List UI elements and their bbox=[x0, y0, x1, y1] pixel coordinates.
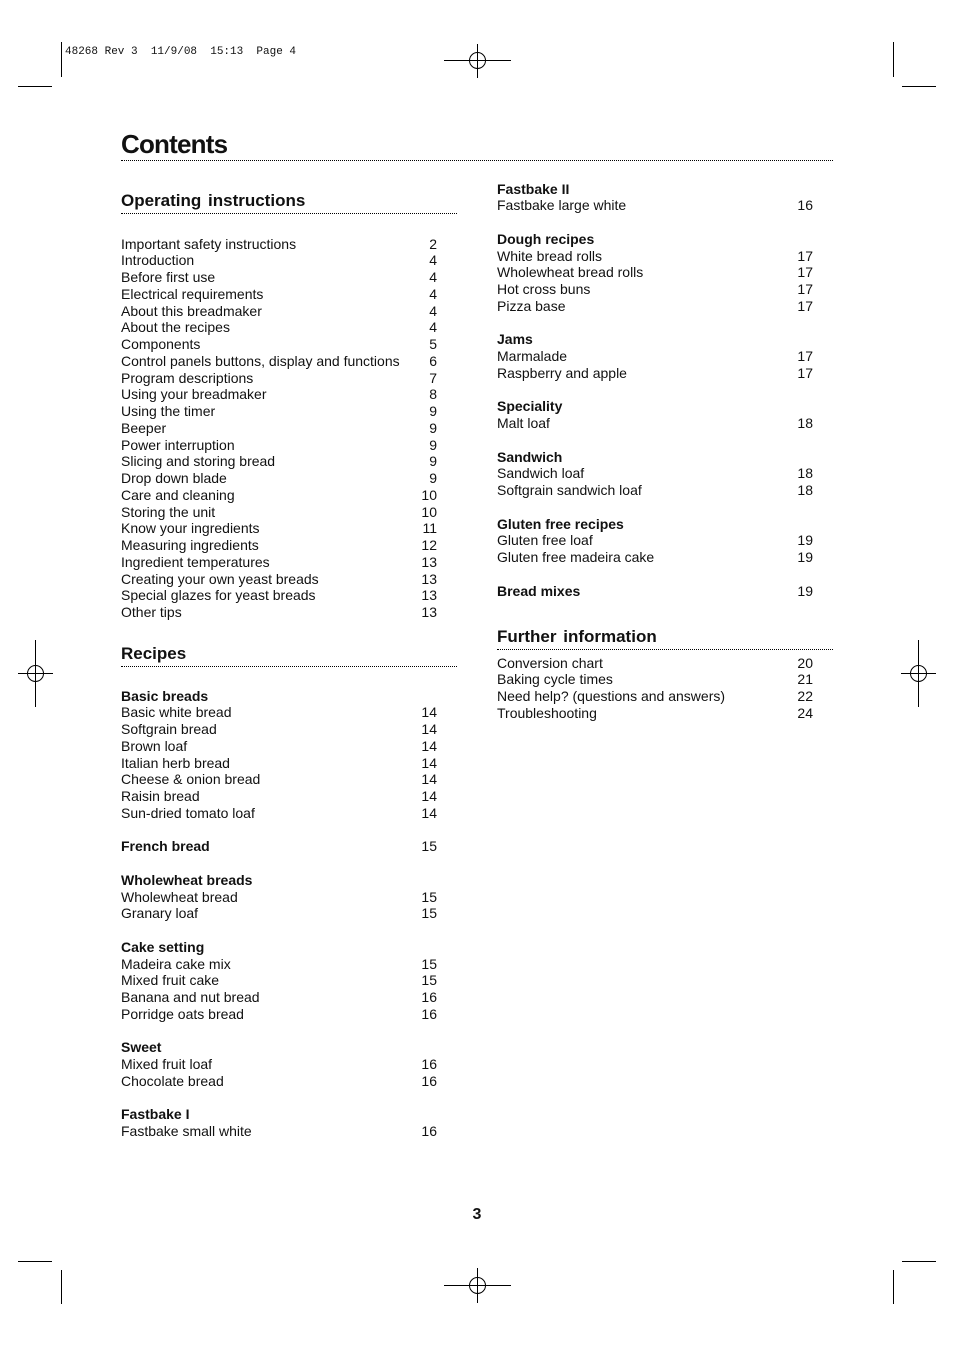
toc-entry bbox=[121, 520, 457, 537]
toc-entry-page-number: 13 bbox=[421, 587, 437, 604]
toc-entry-label: Porridge oats bread bbox=[121, 1005, 244, 1022]
toc-entry-label: Troubleshooting bbox=[497, 704, 597, 721]
toc-entry-label: Cheese & onion bread bbox=[121, 771, 261, 788]
recipe-group-title-label: Speciality bbox=[497, 398, 563, 415]
recipe-group-title-label: French bread bbox=[121, 838, 210, 855]
recipe-group-title bbox=[121, 688, 457, 705]
toc-entry bbox=[121, 755, 457, 772]
toc-entry bbox=[121, 704, 457, 721]
toc-entry bbox=[121, 487, 457, 504]
toc-entry-label: Softgrain sandwich loaf bbox=[497, 482, 642, 499]
toc-entry bbox=[121, 470, 457, 487]
recipe-group-title bbox=[497, 516, 833, 533]
toc-entry bbox=[121, 437, 457, 454]
toc-entry-page-number: 7 bbox=[429, 369, 437, 386]
toc-entry bbox=[121, 269, 457, 286]
toc-entry-label: Malt loaf bbox=[497, 415, 550, 432]
page-number: 3 bbox=[472, 1206, 482, 1223]
print-slug: 48268 Rev 3 11/9/08 15:13 Page 4 bbox=[65, 46, 297, 58]
recipe-group-title-label: Dough recipes bbox=[497, 230, 595, 247]
recipe-group-title bbox=[497, 449, 833, 466]
registration-mark-bottom bbox=[444, 1268, 511, 1303]
toc-entry-label: Drop down blade bbox=[121, 470, 227, 487]
recipe-group-title bbox=[497, 583, 833, 600]
toc-entry bbox=[121, 604, 457, 621]
toc-entry-page-number: 15 bbox=[421, 955, 437, 972]
toc-entry-label: Chocolate bread bbox=[121, 1072, 224, 1089]
section-heading-operating-instructions: Operating instructions bbox=[121, 189, 457, 214]
toc-entry bbox=[121, 788, 457, 805]
toc-entry-page-number: 19 bbox=[797, 549, 813, 566]
toc-entry-label: Marmalade bbox=[497, 348, 568, 365]
toc-entry-label: Basic white bread bbox=[121, 704, 232, 721]
toc-entry bbox=[497, 655, 833, 672]
toc-entry bbox=[497, 248, 833, 265]
toc-entry-page-number: 17 bbox=[797, 364, 813, 381]
toc-entry-page-number: 2 bbox=[429, 235, 437, 252]
toc-entry bbox=[121, 453, 457, 470]
toc-entry bbox=[121, 721, 457, 738]
toc-entry-page-number: 21 bbox=[797, 671, 813, 688]
toc-entry bbox=[121, 1073, 457, 1090]
toc-entry-label: Using your breadmaker bbox=[121, 386, 267, 403]
toc-entry bbox=[121, 420, 457, 437]
toc-entry-label: Sun-dried tomato loaf bbox=[121, 804, 255, 821]
toc-entry-page-number: 13 bbox=[421, 570, 437, 587]
toc-entry-label: Slicing and storing bread bbox=[121, 453, 276, 470]
toc-entry-page-number: 15 bbox=[421, 972, 437, 989]
toc-entry bbox=[121, 370, 457, 387]
toc-entry-label: Sandwich loaf bbox=[497, 465, 585, 482]
recipe-group bbox=[497, 516, 833, 566]
toc-entry bbox=[497, 671, 833, 688]
toc-entry-page-number: 17 bbox=[797, 297, 813, 314]
toc-entry-label: Need help? (questions and answers) bbox=[497, 688, 726, 705]
crop-mark-top-right bbox=[894, 42, 937, 87]
operating-instructions-list bbox=[121, 236, 457, 621]
toc-entry-label: Other tips bbox=[121, 604, 182, 621]
toc-entry-page-number: 14 bbox=[421, 754, 437, 771]
toc-entry-page-number: 18 bbox=[797, 415, 813, 432]
toc-entry-page-number: 6 bbox=[429, 352, 437, 369]
toc-entry-page-number: 9 bbox=[429, 403, 437, 420]
toc-entry-page-number: 18 bbox=[797, 465, 813, 482]
toc-entry-page-number: 15 bbox=[421, 905, 437, 922]
section-heading-recipes: Recipes bbox=[121, 642, 457, 667]
toc-entry bbox=[497, 264, 833, 281]
toc-entry-page-number: 16 bbox=[421, 1056, 437, 1073]
recipe-group-title bbox=[497, 398, 833, 415]
toc-entry-page-number: 17 bbox=[797, 348, 813, 365]
toc-entry-page-number: 5 bbox=[429, 336, 437, 353]
toc-entry bbox=[121, 771, 457, 788]
toc-entry-label: Using the timer bbox=[121, 403, 216, 420]
toc-entry bbox=[497, 281, 833, 298]
toc-entry-label: Special glazes for yeast breads bbox=[121, 587, 316, 604]
recipes-list bbox=[121, 688, 457, 1140]
recipe-group-title-label: Sweet bbox=[121, 1039, 162, 1056]
recipe-group-title-label: Wholewheat breads bbox=[121, 871, 253, 888]
recipe-group-title bbox=[121, 872, 457, 889]
toc-entry-label: Power interruption bbox=[121, 436, 235, 453]
toc-entry-label: Granary loaf bbox=[121, 905, 199, 922]
toc-entry-page-number: 24 bbox=[797, 704, 813, 721]
toc-entry-page-number: 9 bbox=[429, 453, 437, 470]
recipe-group-title-label: Fastbake I bbox=[121, 1106, 190, 1123]
toc-entry bbox=[121, 587, 457, 604]
toc-entry-label: Gluten free madeira cake bbox=[497, 549, 655, 566]
toc-entry bbox=[497, 197, 833, 214]
toc-entry bbox=[497, 365, 833, 382]
toc-entry bbox=[497, 482, 833, 499]
toc-entry-label: Softgrain bread bbox=[121, 721, 217, 738]
recipe-group-title bbox=[121, 1039, 457, 1056]
toc-entry bbox=[121, 571, 457, 588]
toc-entry-page-number: 14 bbox=[421, 704, 437, 721]
toc-entry-page-number: 8 bbox=[429, 386, 437, 403]
toc-entry bbox=[497, 532, 833, 549]
toc-entry-page-number: 19 bbox=[797, 532, 813, 549]
toc-entry-label: Wholewheat bread rolls bbox=[497, 264, 644, 281]
toc-entry bbox=[121, 554, 457, 571]
toc-entry bbox=[121, 889, 457, 906]
toc-entry bbox=[121, 286, 457, 303]
toc-entry-page-number: 14 bbox=[421, 737, 437, 754]
toc-entry-page-number: 9 bbox=[429, 470, 437, 487]
recipe-group bbox=[121, 688, 457, 822]
toc-entry-page-number: 16 bbox=[421, 1005, 437, 1022]
toc-entry bbox=[497, 705, 833, 722]
registration-mark-left bbox=[18, 640, 53, 707]
recipe-group-title bbox=[121, 838, 457, 855]
toc-entry-label: Madeira cake mix bbox=[121, 955, 231, 972]
recipe-group bbox=[497, 331, 833, 381]
toc-entry-page-number: 16 bbox=[421, 1123, 437, 1140]
toc-entry-label: Ingredient temperatures bbox=[121, 553, 270, 570]
toc-entry bbox=[121, 956, 457, 973]
toc-entry-label: Introduction bbox=[121, 252, 195, 269]
toc-entry bbox=[497, 348, 833, 365]
toc-entry-page-number: 9 bbox=[429, 419, 437, 436]
recipe-group bbox=[121, 939, 457, 1023]
recipe-group bbox=[497, 181, 833, 215]
recipe-group-title bbox=[497, 331, 833, 348]
toc-entry bbox=[121, 738, 457, 755]
recipe-group-title-page-number: 19 bbox=[797, 582, 813, 599]
toc-entry-label: Raisin bread bbox=[121, 788, 200, 805]
toc-entry-label: Brown loaf bbox=[121, 737, 188, 754]
toc-entry-page-number: 10 bbox=[421, 503, 437, 520]
toc-entry-label: Control panels buttons, display and functions bbox=[121, 352, 400, 369]
toc-entry-page-number: 16 bbox=[421, 989, 437, 1006]
toc-entry-label: Measuring ingredients bbox=[121, 537, 259, 554]
toc-entry-label: About the recipes bbox=[121, 319, 230, 336]
recipe-group-title-page-number: 15 bbox=[421, 838, 437, 855]
toc-entry-page-number: 12 bbox=[421, 537, 437, 554]
toc-entry-label: Care and cleaning bbox=[121, 486, 235, 503]
toc-entry bbox=[497, 298, 833, 315]
toc-entry-label: About this breadmaker bbox=[121, 302, 262, 319]
toc-entry-label: Program descriptions bbox=[121, 369, 254, 386]
toc-entry bbox=[121, 537, 457, 554]
toc-entry bbox=[121, 403, 457, 420]
toc-entry-label: Fastbake large white bbox=[497, 197, 627, 214]
recipe-group-title-label: Bread mixes bbox=[497, 582, 581, 599]
toc-entry-label: Wholewheat bread bbox=[121, 888, 238, 905]
toc-entry bbox=[121, 236, 457, 253]
toc-entry-page-number: 17 bbox=[797, 281, 813, 298]
toc-entry bbox=[121, 805, 457, 822]
registration-mark-right bbox=[901, 640, 936, 707]
toc-entry bbox=[497, 549, 833, 566]
recipe-group-title-label: Basic breads bbox=[121, 687, 209, 704]
toc-entry bbox=[121, 504, 457, 521]
recipe-group-title-label: Sandwich bbox=[497, 448, 563, 465]
recipe-group-title bbox=[497, 231, 833, 248]
recipe-group bbox=[497, 583, 833, 600]
toc-entry-page-number: 4 bbox=[429, 319, 437, 336]
crop-mark-bottom-left bbox=[18, 1262, 62, 1305]
toc-entry-page-number: 13 bbox=[421, 604, 437, 621]
toc-entry-page-number: 14 bbox=[421, 788, 437, 805]
toc-entry-page-number: 4 bbox=[429, 269, 437, 286]
crop-mark-top-left bbox=[18, 42, 62, 87]
toc-entry-page-number: 11 bbox=[422, 520, 437, 537]
toc-entry-page-number: 9 bbox=[429, 436, 437, 453]
recipe-group-title-label: Gluten free recipes bbox=[497, 515, 624, 532]
toc-entry bbox=[121, 386, 457, 403]
toc-entry bbox=[121, 252, 457, 269]
toc-entry-label: Hot cross buns bbox=[497, 281, 591, 298]
toc-entry-page-number: 10 bbox=[421, 486, 437, 503]
toc-entry bbox=[121, 1006, 457, 1023]
toc-entry-label: Storing the unit bbox=[121, 503, 216, 520]
page-title: Contents bbox=[121, 128, 833, 161]
toc-entry bbox=[121, 319, 457, 336]
further-information-list bbox=[497, 655, 833, 722]
toc-entry bbox=[121, 303, 457, 320]
toc-entry-label: Components bbox=[121, 336, 201, 353]
toc-entry-label: Raspberry and apple bbox=[497, 364, 627, 381]
toc-entry-label: Pizza base bbox=[497, 297, 566, 314]
toc-entry bbox=[121, 353, 457, 370]
toc-entry bbox=[121, 1056, 457, 1073]
recipe-group-title-label: Cake setting bbox=[121, 938, 205, 955]
recipe-group-title-label: Jams bbox=[497, 331, 533, 348]
recipes-list-continued bbox=[497, 181, 833, 600]
toc-entry-page-number: 17 bbox=[797, 247, 813, 264]
toc-entry-label: Beeper bbox=[121, 419, 167, 436]
toc-entry-label: Important safety instructions bbox=[121, 235, 297, 252]
toc-entry-page-number: 4 bbox=[429, 302, 437, 319]
toc-entry bbox=[497, 688, 833, 705]
toc-entry-page-number: 14 bbox=[421, 771, 437, 788]
toc-entry bbox=[497, 465, 833, 482]
section-heading-further-information: Further information bbox=[497, 625, 833, 650]
recipe-group bbox=[497, 449, 833, 499]
recipe-group-title-label: Fastbake II bbox=[497, 180, 570, 197]
recipe-group-title bbox=[121, 939, 457, 956]
toc-entry-label: Baking cycle times bbox=[497, 671, 613, 688]
registration-mark-top bbox=[444, 44, 511, 78]
toc-entry-label: Electrical requirements bbox=[121, 285, 264, 302]
toc-entry-page-number: 14 bbox=[421, 804, 437, 821]
toc-entry-page-number: 17 bbox=[797, 264, 813, 281]
toc-entry-page-number: 22 bbox=[797, 688, 813, 705]
recipe-group bbox=[497, 231, 833, 315]
toc-entry-page-number: 4 bbox=[429, 285, 437, 302]
crop-mark-bottom-right bbox=[894, 1262, 937, 1305]
toc-entry-label: Fastbake small white bbox=[121, 1123, 252, 1140]
recipe-group bbox=[497, 398, 833, 432]
recipe-group-title bbox=[497, 181, 833, 198]
toc-entry-page-number: 20 bbox=[797, 654, 813, 671]
toc-entry-label: Creating your own yeast breads bbox=[121, 570, 319, 587]
toc-entry bbox=[121, 1123, 457, 1140]
toc-entry-label: Banana and nut bread bbox=[121, 989, 260, 1006]
toc-entry-page-number: 13 bbox=[421, 553, 437, 570]
toc-entry-page-number: 4 bbox=[429, 252, 437, 269]
toc-entry-page-number: 16 bbox=[797, 197, 813, 214]
toc-entry-page-number: 15 bbox=[421, 888, 437, 905]
toc-entry bbox=[121, 989, 457, 1006]
toc-entry-label: Before first use bbox=[121, 269, 216, 286]
toc-entry-label: Mixed fruit loaf bbox=[121, 1056, 213, 1073]
recipe-group-title bbox=[121, 1106, 457, 1123]
toc-entry-page-number: 16 bbox=[421, 1072, 437, 1089]
recipe-group bbox=[121, 872, 457, 922]
toc-entry-label: Gluten free loaf bbox=[497, 532, 593, 549]
recipe-group bbox=[121, 1106, 457, 1140]
toc-entry-label: Mixed fruit cake bbox=[121, 972, 220, 989]
toc-entry bbox=[121, 905, 457, 922]
toc-entry bbox=[497, 415, 833, 432]
toc-entry-page-number: 18 bbox=[797, 482, 813, 499]
toc-entry-page-number: 14 bbox=[421, 721, 437, 738]
toc-entry bbox=[121, 972, 457, 989]
toc-entry-label: Conversion chart bbox=[497, 654, 603, 671]
recipe-group bbox=[121, 1039, 457, 1089]
toc-entry-label: Know your ingredients bbox=[121, 520, 260, 537]
recipe-group bbox=[121, 838, 457, 855]
toc-entry-label: Italian herb bread bbox=[121, 754, 230, 771]
toc-entry bbox=[121, 336, 457, 353]
toc-entry-label: White bread rolls bbox=[497, 247, 603, 264]
